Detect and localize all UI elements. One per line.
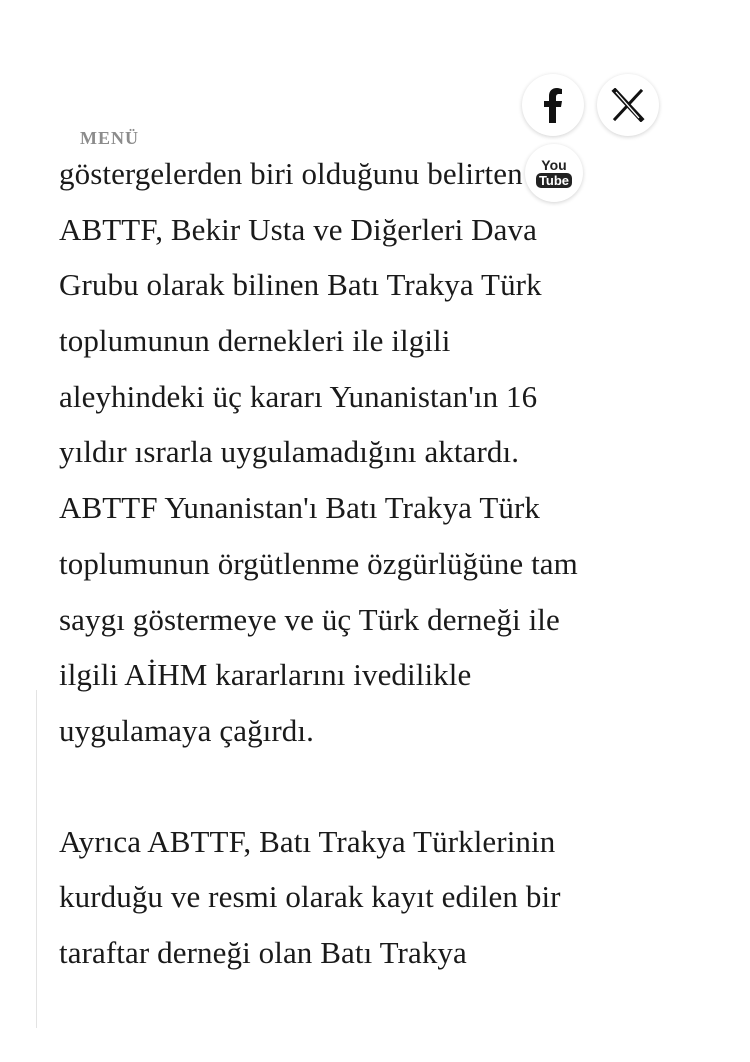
- youtube-logo-tube: Tube: [536, 173, 572, 188]
- x-twitter-icon: [611, 88, 645, 122]
- youtube-logo-you: You: [541, 156, 567, 173]
- youtube-icon: [536, 158, 572, 189]
- paragraph-line: Grubu olarak bilinen Batı Trakya Türk: [59, 267, 542, 303]
- paragraph-line: uygulamaya çağırdı.: [59, 712, 314, 748]
- paragraph-line: toplumunun örgütlenme özgürlüğüne tam: [59, 545, 578, 581]
- paragraph-line: Ayrıca ABTTF, Batı Trakya Türklerinin: [59, 823, 556, 859]
- paragraph-line: aleyhindeki üç kararı Yunanistan'ın 16: [59, 378, 538, 414]
- paragraph-line: göstergelerden biri olduğunu belirten: [59, 156, 523, 191]
- paragraph-line: toplumunun dernekleri ile ilgili: [59, 323, 451, 359]
- paragraph-line: taraftar derneği olan Batı Trakya: [59, 934, 467, 970]
- article-body: [59, 146, 719, 981]
- paragraph-line: saygı göstermeye ve üç Türk derneği ile: [59, 601, 560, 637]
- twitter-button[interactable]: [597, 74, 659, 136]
- paragraph-line: yıldır ısrarla uygulamadığını aktardı.: [59, 434, 520, 470]
- paragraph-line: ABTTF Yunanistan'ı Batı Trakya Türk: [59, 490, 540, 526]
- left-divider: [36, 690, 37, 1028]
- facebook-button[interactable]: [522, 74, 584, 136]
- article-paragraph-2: [59, 814, 719, 981]
- paragraph-line: ABTTF, Bekir Usta ve Diğerleri Dava: [59, 211, 537, 247]
- paragraph-line: kurduğu ve resmi olarak kayıt edilen bir: [59, 879, 561, 915]
- paragraph-line: ilgili AİHM kararlarını ivedilikle: [59, 657, 472, 693]
- menu-button[interactable]: MENÜ: [80, 128, 139, 148]
- youtube-button[interactable]: [525, 144, 583, 202]
- paragraph-spacer: [59, 759, 719, 814]
- facebook-icon: [542, 87, 564, 123]
- article-paragraph-1: [59, 146, 719, 759]
